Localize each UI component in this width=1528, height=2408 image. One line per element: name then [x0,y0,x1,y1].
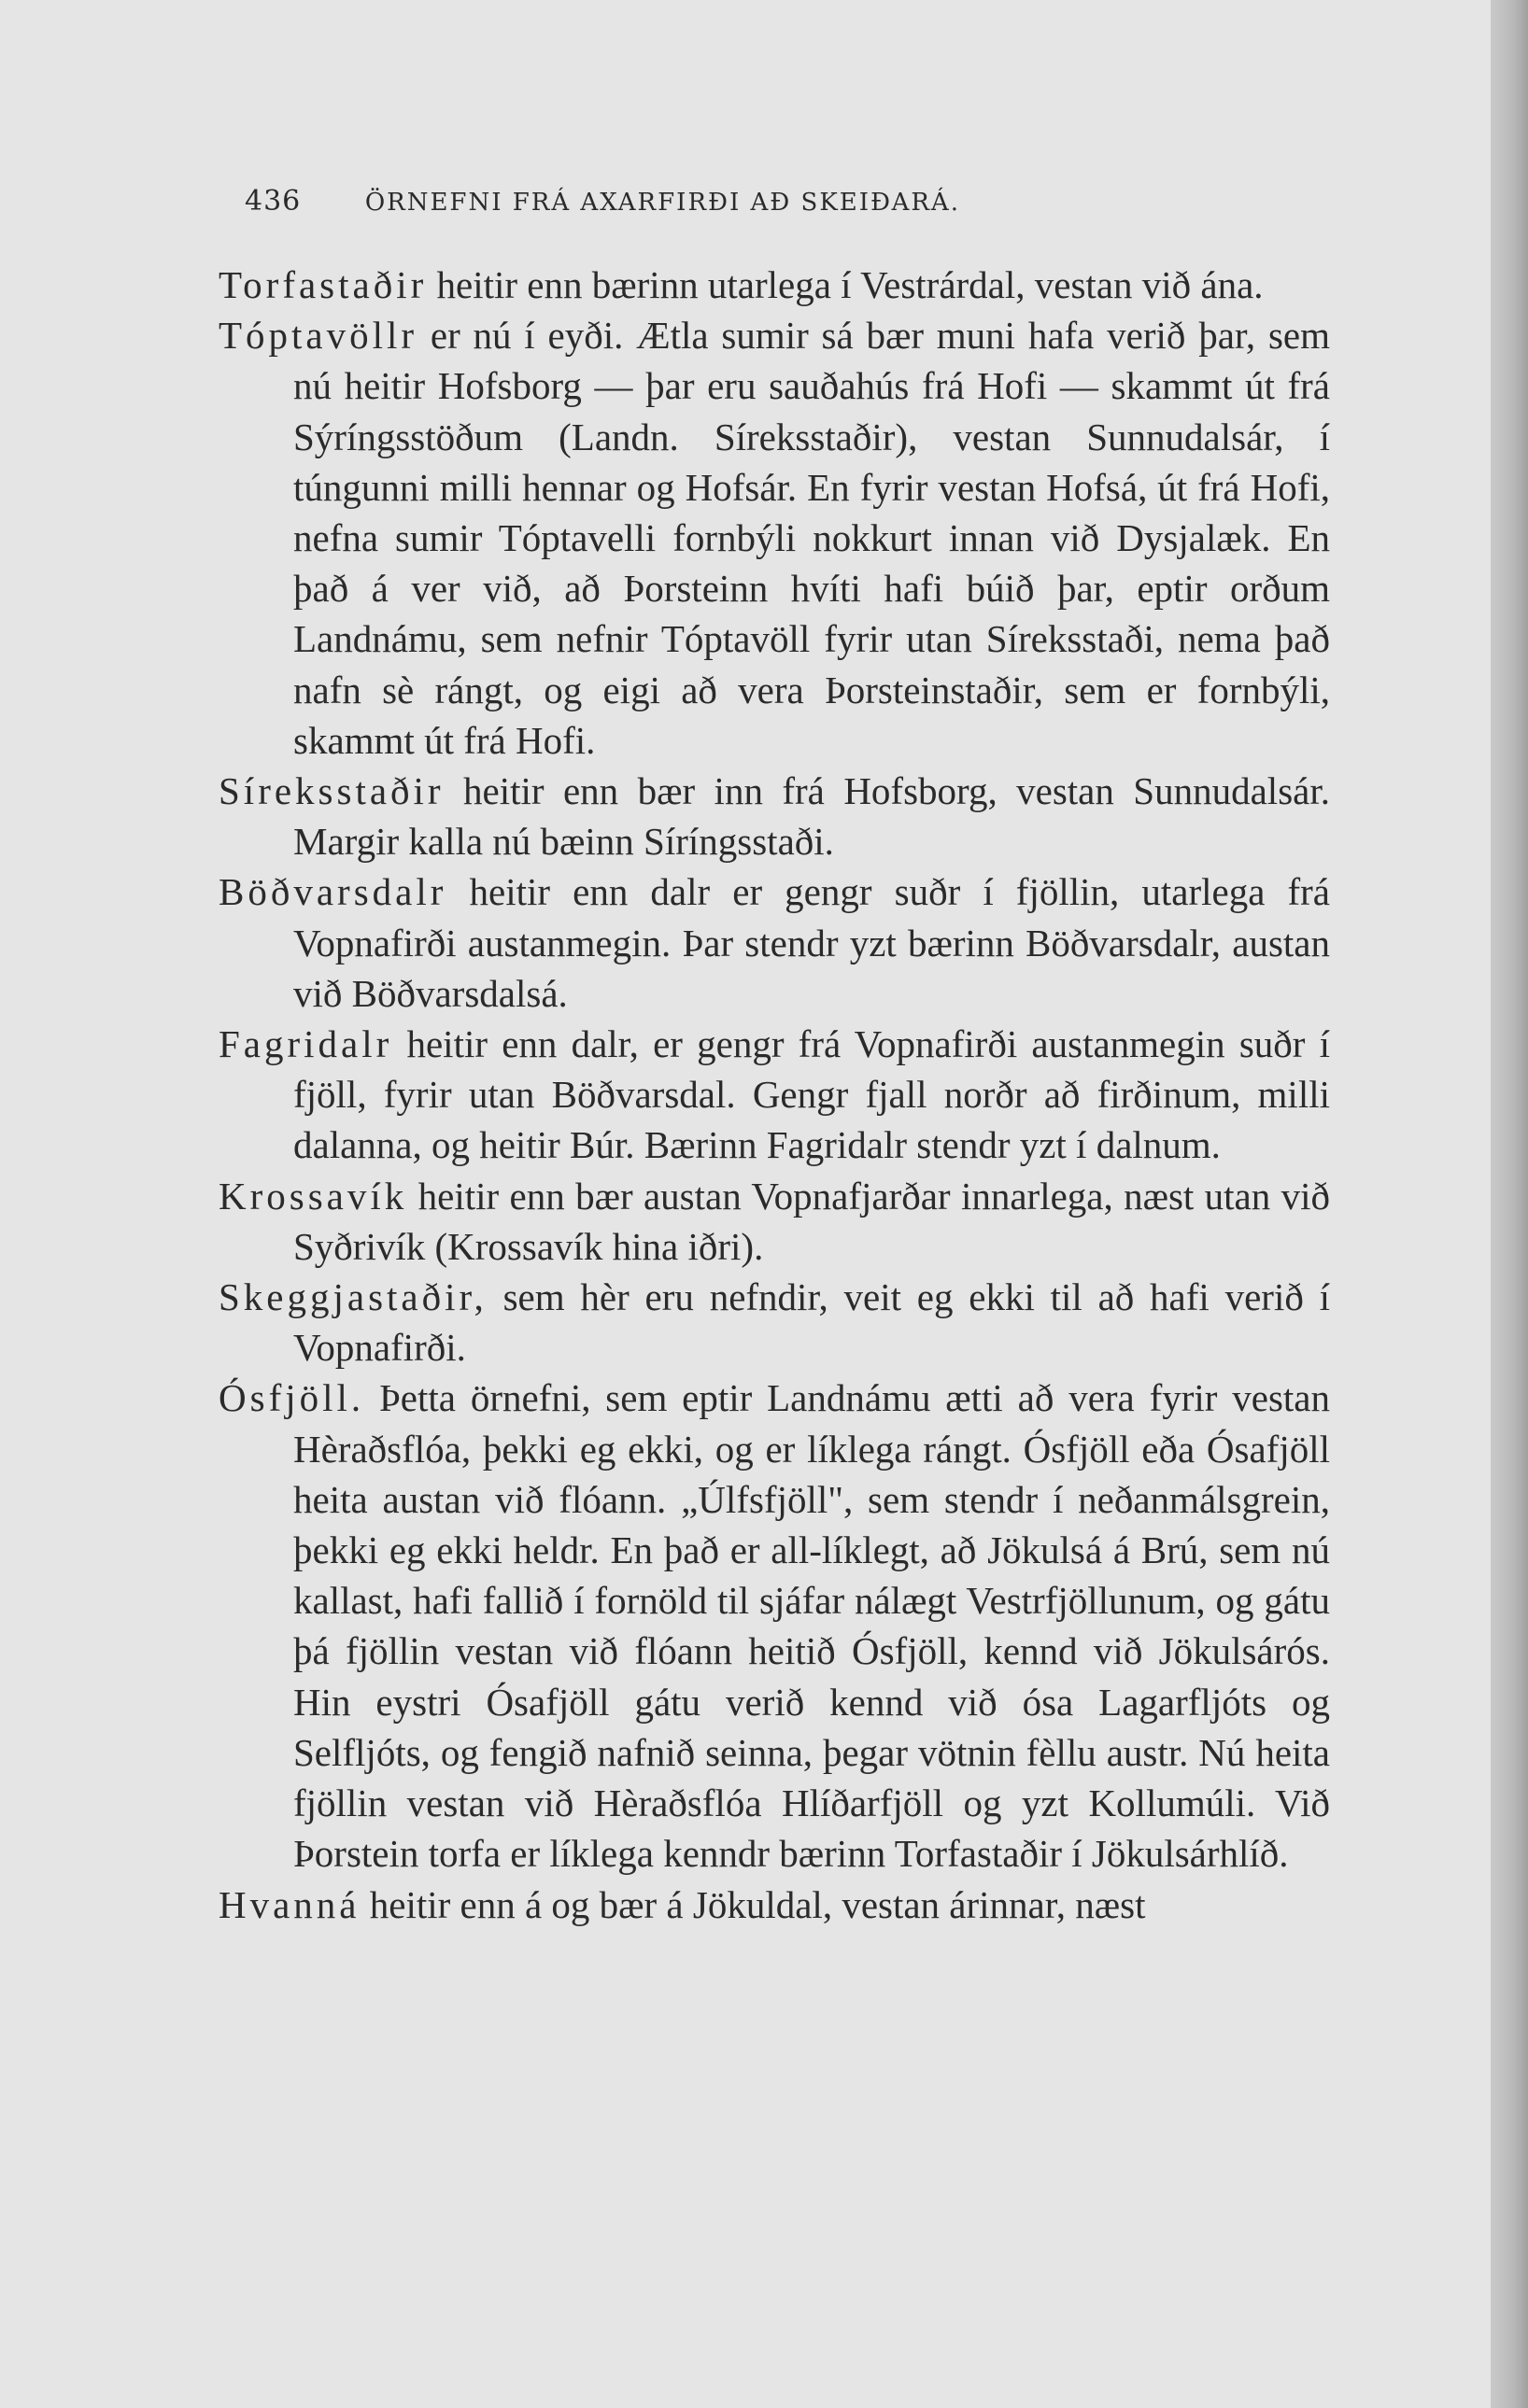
entry-skeggjastadir [219,1272,1330,1373]
entry-hvanna [219,1880,1330,1930]
entry-text: heitir enn á og bær á Jökuldal, vestan árinnar, næst [369,1882,1146,1926]
entry-term: Torfastaðir [219,263,428,306]
entry-term: Skeggjastaðir, [219,1275,488,1319]
entry-term: Síreksstaðir [219,769,445,813]
body-text [219,260,1330,1930]
entry-term: Böðvarsdalr [219,870,447,914]
entry-fagridalr [219,1019,1330,1171]
entry-text: er nú í eyði. Ætla sumir sá bær muni hafa verið þar, sem nú heitir Hofsborg — þar eru sauðahús frá Hofi — skammt út frá Sýríngsstöðum (Landn. Síreksstaðir), vestan Sunnudalsár, í túngunni milli hennar og Hofsár. En fyrir vestan Hofsá, út frá Hofi, nefna sumir Tóptavelli fornbýli nokkurt innan við Dysjalæk. En það á ver við, að Þorsteinn hvíti hafi búið þar, eptir orðum Landnámu, sem nefnir Tóptavöll fyrir utan Síreksstaði, nema það nafn sè rángt, og eigi að vera Þorsteinstaðir, sem er fornbýli, skammt út frá Hofi. [293,314,1331,762]
entry-text: sem hèr eru nefndir, veit eg ekki til að hafi verið í Vopnafirði. [293,1275,1331,1370]
entry-text: heitir enn bær inn frá Hofsborg, vestan Sunnudalsár. Margir kalla nú bæinn Síríngsstaði. [293,769,1330,864]
entry-text: heitir enn bær austan Vopnafjarðar innarlega, næst utan við Syðrivík (Krossavík hina iðri). [293,1174,1331,1268]
entry-osfjoll [219,1373,1330,1879]
running-head [245,185,1365,218]
entry-term: Krossavík [219,1174,408,1218]
entry-term: Tóptavöllr [219,314,418,358]
running-title: ÖRNEFNI FRÁ AXARFIRÐI AÐ SKEIÐARÁ. [364,189,960,217]
entry-torfastadir [219,260,1330,310]
entry-term: Ósfjöll. [219,1376,365,1420]
entry-bodvarsdalr [219,866,1330,1019]
entry-term: Fagridalr [219,1022,393,1066]
page-edge [1491,0,1528,2408]
entry-text: heitir enn dalr er gengr suðr í fjöllin, utarlega frá Vopnafirði austanmegin. Þar stendr yzt bærinn Böðvarsdalr, austan við Böðvarsdalsá. [293,870,1330,1015]
entry-text: heitir enn dalr, er gengr frá Vopnafirði austanmegin suðr í fjöll, fyrir utan Böðvarsdal. Gengr fjall norðr að firðinum, milli dalanna, og heitir Búr. Bærinn Fagridalr stendr yzt í dalnum. [293,1022,1331,1167]
entry-text: Þetta örnefni, sem eptir Landnámu ætti að vera fyrir vestan Hèraðsflóa, þekki eg ekki, og er líklega rángt. Ósfjöll eða Ósafjöll heita austan við flóann. „Úlfsfjöll", sem stendr í neðanmálsgrein, þekki eg ekki heldr. En það er all-líklegt, að Jökulsá á Brú, sem nú kallast, hafi fallið í fornöld til sjáfar nálægt Vestrfjöllunum, og gátu þá fjöllin vestan við flóann heitið Ósfjöll, kennd við Jökulsárós. Hin eystri Ósafjöll gátu verið kennd við ósa Lagarfljóts og Selfljóts, og fengið nafnið seinna, þegar vötnin fèllu austr. Nú heita fjöllin vestan við Hèraðsflóa Hlíðarfjöll og yzt Kollumúli. Við Þorstein torfa er líklega kenndr bærinn Torfastaðir í Jökulsárhlíð. [293,1376,1331,1876]
entry-sireksstadir [219,766,1330,866]
entry-term: Hvanná [219,1882,361,1926]
entry-krossavik [219,1171,1330,1272]
page-number: 436 [245,185,302,218]
entry-text: heitir enn bærinn utarlega í Vestrárdal, vestan við ána. [436,263,1264,306]
entry-toptavollr [219,310,1330,766]
